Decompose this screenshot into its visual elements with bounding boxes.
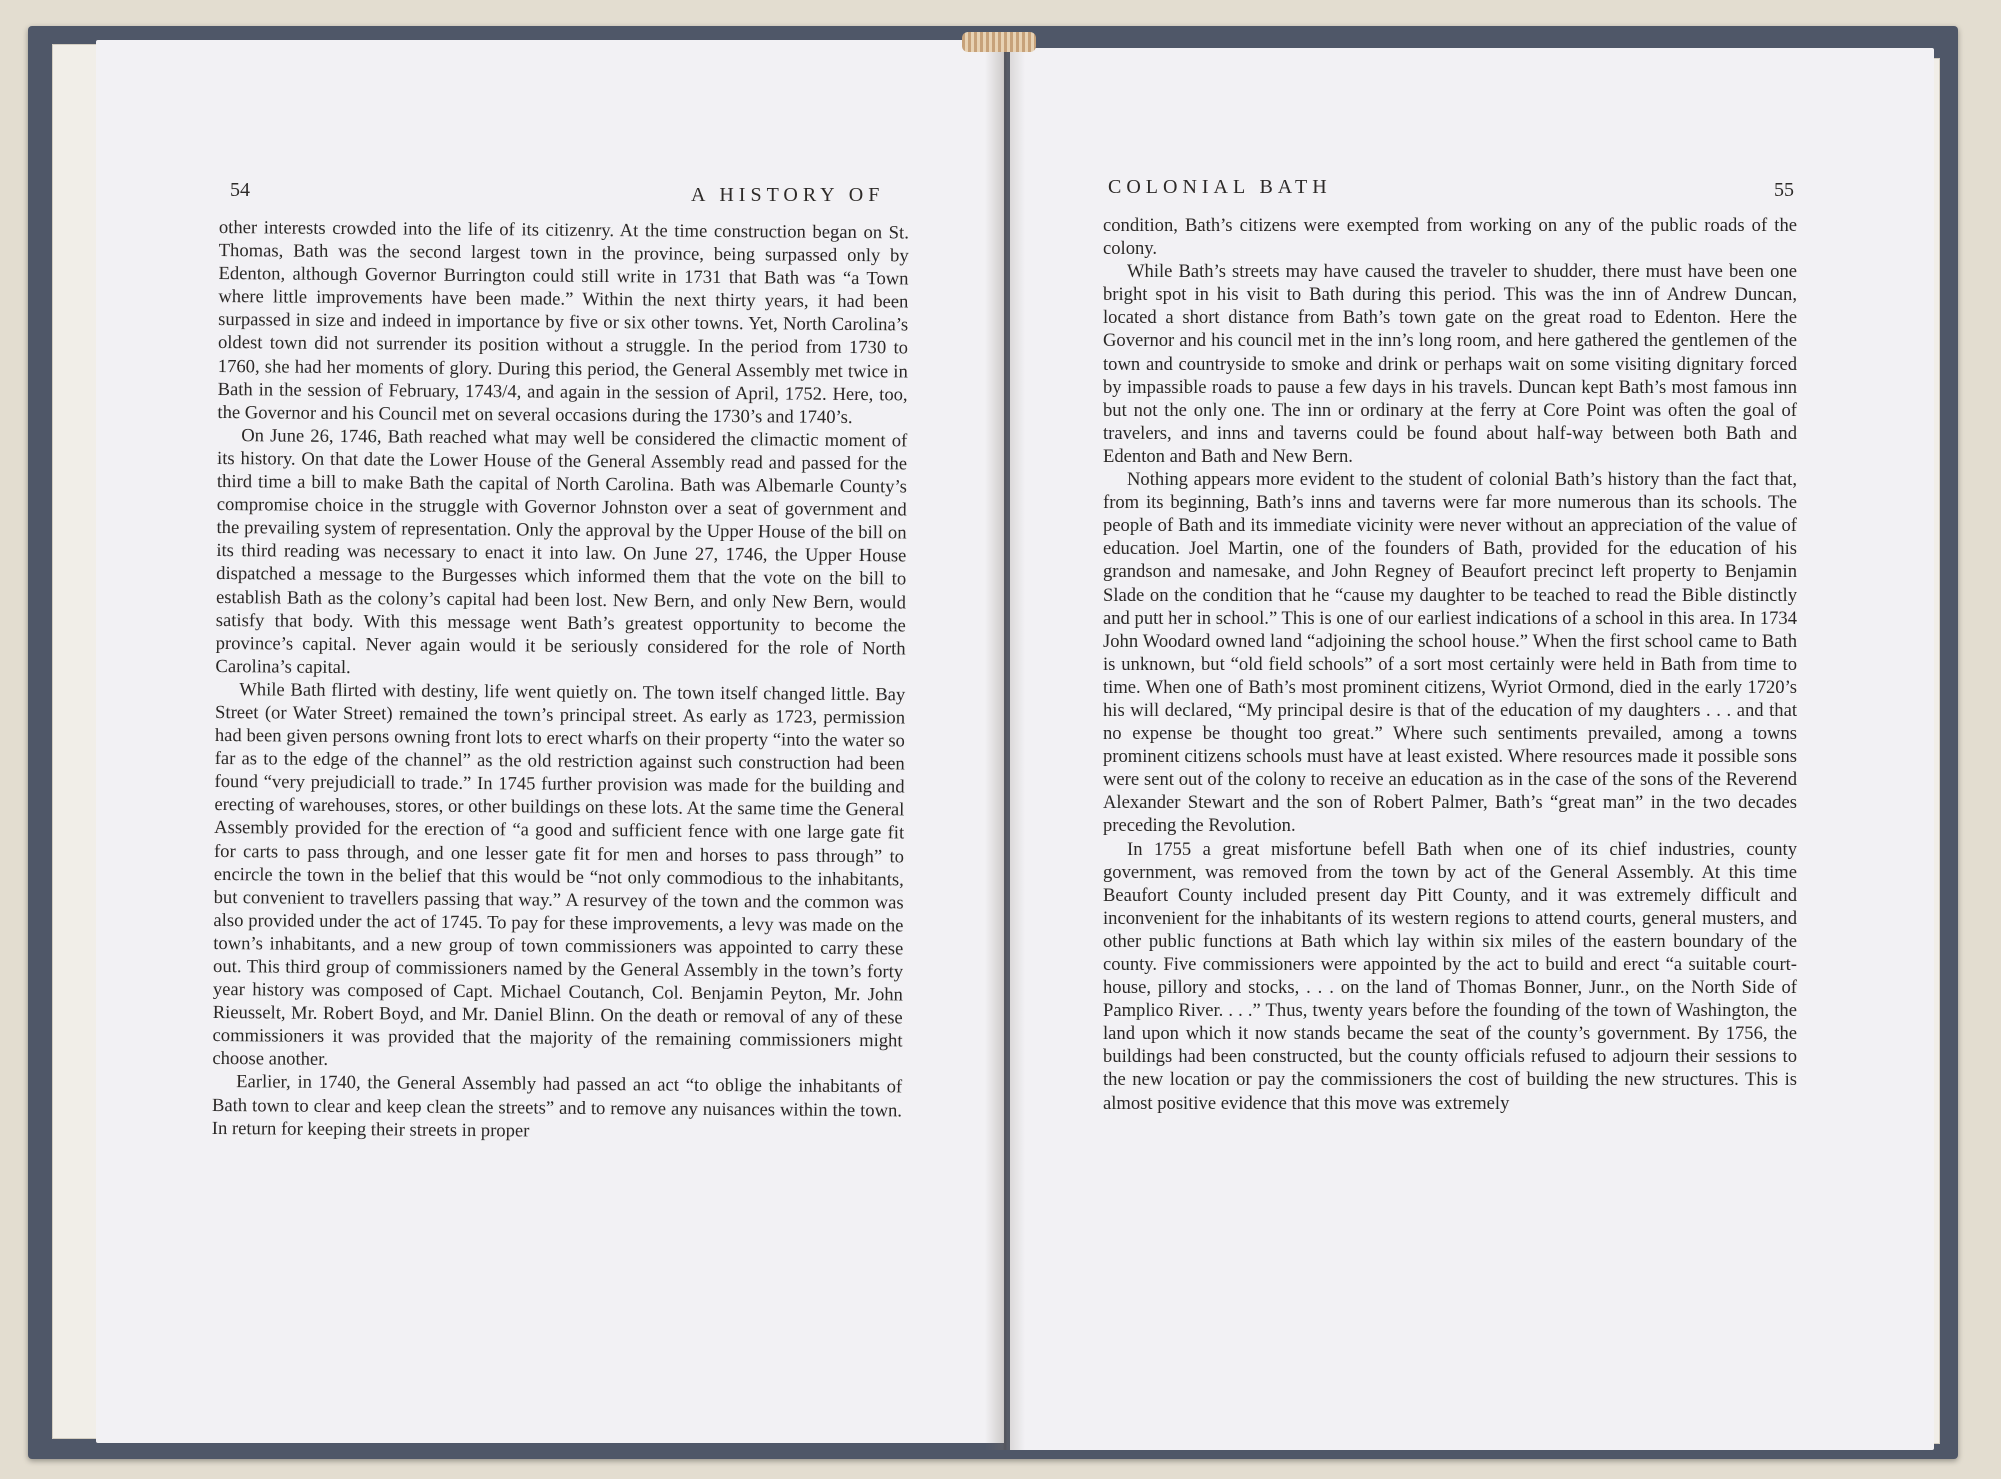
left-page-edges bbox=[52, 44, 100, 1439]
paragraph: other interests crowded into the life of its citizenry. At the time construction began on St. Thomas, Bath was the second largest town in the province, being surpassed only by Edenton, although Governor Burrington could still write in 1731 that Bath was “a Town where little improvements have been made.” Within the next thirty years, it had been surpassed in size and indeed in importance by five or six other towns. Yet, North Carolina’s oldest town did not surrender its position without a struggle. In the period from 1730 to 1760, she had her moments of glory. During this period, the General Assembly met twice in Bath in the session of February, 1743/4, and again in the session of April, 1752. Here, too, the Governor and his Council met on several occasions during the 1730’s and 1740’s. bbox=[217, 216, 909, 428]
right-page-body bbox=[1103, 214, 1797, 1115]
paragraph: While Bath flirted with destiny, life went quietly on. The town itself changed little. Bay Street (or Water Street) remained the town’s principal street. As early as 1723, permission had been given persons owning front lots to erect wharfs on their property “into the water so far as to the edge of the channel” as the old restriction against such construction had been found “very prejudiciall to trade.” In 1745 further provision was made for the building and erecting of warehouses, stores, or other buildings on these lots. At the same time the General Assembly provided for the erection of “a good and sufficient fence with one large gate fit for carts to pass through, and one lesser gate fit for men and horses to pass through” to encircle the town in the belief that this would be “not only commodious to the inhabitants, but convenient to travellers passing that way.” A resurvey of the town and the common was also provided under the act of 1745. To pay for these improvements, a levy was made on the town’s inhabitants, and a new group of town commissioners was appointed to carry these out. This third group of commissioners named by the General Assembly in the town’s forty year history was composed of Capt. Michael Coutanch, Col. Benjamin Peyton, Mr. John Rieusselt, Mr. Robert Boyd, and Mr. Daniel Blinn. On the death or removal of any of these commissioners it was provided that the majority of the remaining commissioners might choose another. bbox=[212, 679, 906, 1071]
paragraph: While Bath’s streets may have caused the traveler to shudder, there must have been one bright spot in his visit to Bath during this period. This was the inn of Andrew Duncan, located a short distance from Bath’s town gate on the great road to Edenton. Here the Governor and his council met in the inn’s long room, and here gathered the gentlemen of the town and countryside to smoke and drink or perhaps wait on some visiting dignitary forced by impassible roads to pause a few days in his travels. Duncan kept Bath’s most famous inn but not the only one. The inn or ordinary at the ferry at Core Point was often the goal of travelers, and inns and taverns could be found about half-way between both Bath and Edenton and Bath and New Bern. bbox=[1103, 261, 1797, 467]
left-page bbox=[96, 40, 1004, 1443]
left-running-head: A HISTORY OF bbox=[691, 184, 885, 206]
right-running-head: COLONIAL BATH bbox=[1108, 176, 1332, 198]
book-headband bbox=[962, 32, 1036, 52]
book-gutter bbox=[985, 38, 1025, 1450]
left-page-body bbox=[212, 216, 909, 1145]
paragraph: Earlier, in 1740, the General Assembly had passed an act “to oblige the inhabitants of Bath town to clear and keep clean the streets” and to remove any nuisances within the town. In return for keeping their streets in proper bbox=[211, 1071, 903, 1142]
right-page-number: 55 bbox=[1774, 179, 1794, 201]
paragraph: On June 26, 1746, Bath reached what may well be considered the climactic moment of its history. On that date the Lower House of the General Assembly read and passed for the third time a bill to make Bath the capital of North Carolina. Bath was Albemarle County’s compromise choice in the struggle with Governor Johnston over a seat of government and the prevailing system of representation. Only the approval by the Upper House of the bill on its third reading was necessary to enact it into law. On June 27, 1746, the Upper House dispatched a message to the Burgesses which informed them that the vote on the bill to establish Bath as the colony’s capital had been lost. New Bern, and only New Bern, would satisfy that body. With this message went Bath’s greatest opportunity to become the province’s capital. Never again would it be seriously considered for the role of North Carolina’s capital. bbox=[215, 425, 908, 678]
paragraph: In 1755 a great misfortune befell Bath when one of its chief industries, county government, was removed from the town by act of the General Assembly. At this time Beaufort County included present day Pitt County, and it was extremely difficult and inconvenient for the inhabitants of its western regions to attend courts, general musters, and other public functions at Bath which lay within six miles of the eastern boundary of the county. Five commissioners were appointed by the act to build and erect “a suitable court-house, pillory and stocks, . . . on the land of Thomas Bonner, Junr., on the North Side of Pamplico River. . . .” Thus, twenty years before the founding of the town of Washington, the land upon which it now stands became the seat of the county’s government. By 1756, the buildings had been constructed, but the county officials refused to adjourn their sessions to the new location or pay the commissioners the cost of building the new structures. This is almost positive evidence that this move was extremely bbox=[1103, 838, 1797, 1114]
left-page-number: 54 bbox=[230, 179, 250, 201]
paragraph: condition, Bath’s citizens were exempted from working on any of the public roads of the colony. bbox=[1103, 215, 1797, 260]
right-page bbox=[1010, 48, 1934, 1450]
paragraph: Nothing appears more evident to the student of colonial Bath’s history than the fact that, from its beginning, Bath’s inns and taverns were far more numerous than its schools. The people of Bath and its immediate vicinity were never without an appreciation of the value of education. Joel Martin, one of the founders of Bath, provided for the education of his grandson and namesake, and John Regney of Beaufort precinct left property to Benjamin Slade on the condition that he “cause my daughter to be teached to read the Bible distinctly and putt her in school.” This is one of our earliest indications of a school in this area. In 1734 John Woodard owned land “adjoining the school house.” When the first school came to Bath is unknown, but “old field schools” of a sort most certainly were held in Bath from time to time. When one of Bath’s most prominent citizens, Wyriot Ormond, died in the early 1720’s his will declared, “My principal desire is that of the education of my daughters . . . and that no expense be thought too great.” Where such sentiments prevailed, among a towns prominent citizens schools must have at least existed. Where resources made it possible sons were sent out of the colony to receive an education as in the case of the sons of the Reverend Alexander Stewart and the son of Robert Palmer, Bath’s “great man” in the two decades preceding the Revolution. bbox=[1103, 469, 1797, 837]
